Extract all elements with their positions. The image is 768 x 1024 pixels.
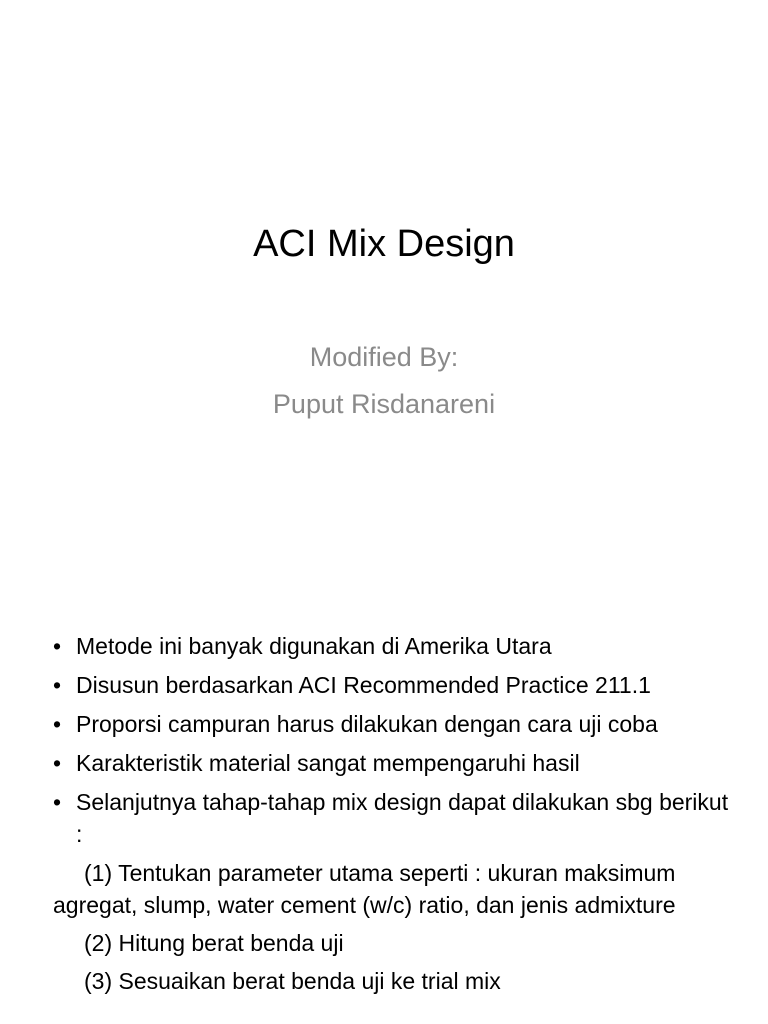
bullet-text: Proporsi campuran harus dilakukan dengan cara uji coba (76, 711, 658, 737)
bullet-text: Selanjutnya tahap-tahap mix design dapat dilakukan sbg berikut : (76, 789, 729, 847)
slide-content (0, 630, 768, 997)
subtitle-modified-by: Modified By: (309, 342, 459, 372)
subtitle-author: Puput Risdanareni (272, 389, 496, 419)
list-item (0, 630, 768, 662)
list-item (0, 669, 768, 701)
bullet-icon: • (53, 789, 62, 815)
bullet-icon: • (53, 711, 62, 737)
bullet-text: Metode ini banyak digunakan di Amerika Utara (76, 633, 552, 659)
step-paragraph (0, 927, 768, 959)
step-paragraph (0, 965, 768, 997)
bullet-list (0, 630, 768, 850)
step-paragraph (0, 857, 768, 921)
bullet-icon: • (53, 633, 62, 659)
step-text: (1) Tentukan parameter utama seperti : ukuran maksimum agregat, slump, water cement (w/c) ratio, dan jenis admixture (53, 860, 676, 918)
step-text: (3) Sesuaikan berat benda uji ke trial mix (84, 968, 501, 994)
bullet-icon: • (53, 672, 62, 698)
list-item (0, 747, 768, 779)
bullet-text: Disusun berdasarkan ACI Recommended Practice 211.1 (76, 672, 651, 698)
list-item (0, 708, 768, 740)
slide-title: ACI Mix Design (253, 223, 515, 265)
bullet-text: Karakteristik material sangat mempengaruhi hasil (76, 750, 580, 776)
step-text: (2) Hitung berat benda uji (84, 930, 344, 956)
bullet-icon: • (53, 750, 62, 776)
slide-subtitle (0, 334, 768, 428)
list-item (0, 786, 768, 850)
